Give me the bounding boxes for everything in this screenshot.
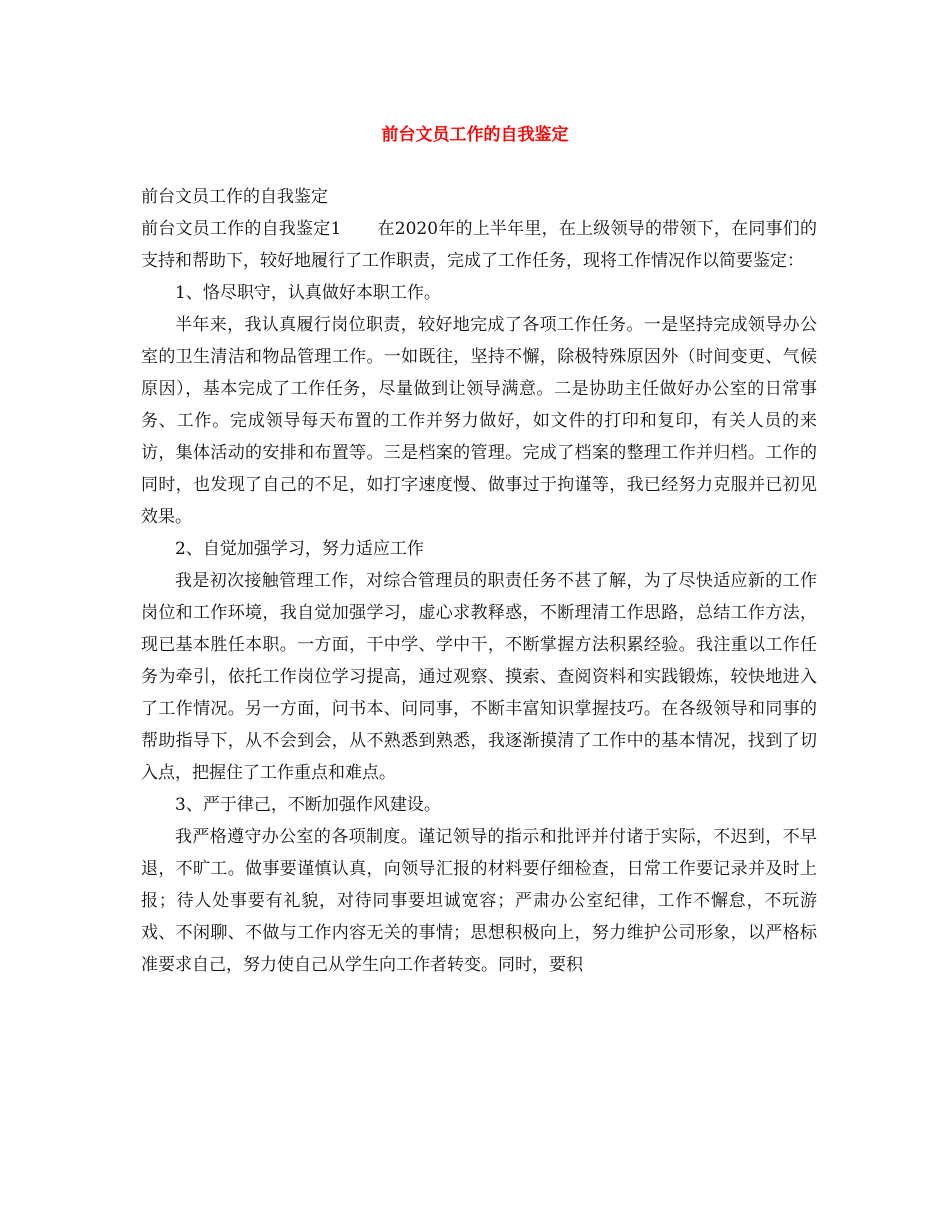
document-body: [141, 181, 817, 981]
paragraph-3: 我严格遵守办公室的各项制度。谨记领导的指示和批评并付诸于实际，不迟到，不早退，不旷工。做事要谨慎认真，向领导汇报的材料要仔细检查，日常工作要记录并及时上报；待人处事要有礼貌，对待同事要坦诚宽容；严肃办公室纪律，工作不懈怠，不玩游戏、不闲聊、不做与工作内容无关的事情；思想积极向上，努力维护公司形象，以严格标准要求自己，努力使自己从学生向工作者转变。同时，要积: [141, 827, 817, 975]
document-subtitle: 前台文员工作的自我鉴定: [141, 187, 328, 207]
paragraph-2: 我是初次接触管理工作，对综合管理员的职责任务不甚了解，为了尽快适应新的工作岗位和工作环境，我自觉加强学习，虚心求教释惑，不断理清工作思路，总结工作方法，现已基本胜任本职。一方面，干中学、学中干，不断掌握方法积累经验。我注重以工作任务为牵引，依托工作岗位学习提高，通过观察、摸索、查阅资料和实践锻炼，较快地进入了工作情况。另一方面，问书本、问同事，不断丰富知识掌握技巧。在各级领导和同事的帮助指导下，从不会到会，从不熟悉到熟悉，我逐渐摸清了工作中的基本情况，找到了切入点，把握住了工作重点和难点。: [141, 571, 817, 783]
heading-1: 1、恪尽职守，认真做好本职工作。: [175, 283, 441, 303]
heading-3: 3、严于律己，不断加强作风建设。: [175, 795, 441, 815]
intro-paragraph: [141, 213, 817, 277]
heading-2: 2、自觉加强学习，努力适应工作: [175, 539, 424, 559]
intro-text: 在2020年的上半年里，在上级领导的带领下，在同事们的支持和帮助下，较好地履行了工作职责，完成了工作任务，现将工作情况作以简要鉴定：: [141, 219, 817, 271]
document-title: 前台文员工作的自我鉴定: [381, 125, 569, 145]
paragraph-1: 半年来，我认真履行岗位职责，较好地完成了各项工作任务。一是坚持完成领导办公室的卫生清洁和物品管理工作。一如既往，坚持不懈，除极特殊原因外（时间变更、气候原因），基本完成了工作任务，尽量做到让领导满意。二是协助主任做好办公室的日常事务、工作。完成领导每天布置的工作并努力做好，如文件的打印和复印，有关人员的来访，集体活动的安排和布置等。三是档案的管理。完成了档案的整理工作并归档。工作的同时，也发现了自己的不足，如打字速度慢、做事过于拘谨等，我已经努力克服并已初见效果。: [141, 315, 817, 527]
section-label: 前台文员工作的自我鉴定1: [141, 219, 342, 239]
